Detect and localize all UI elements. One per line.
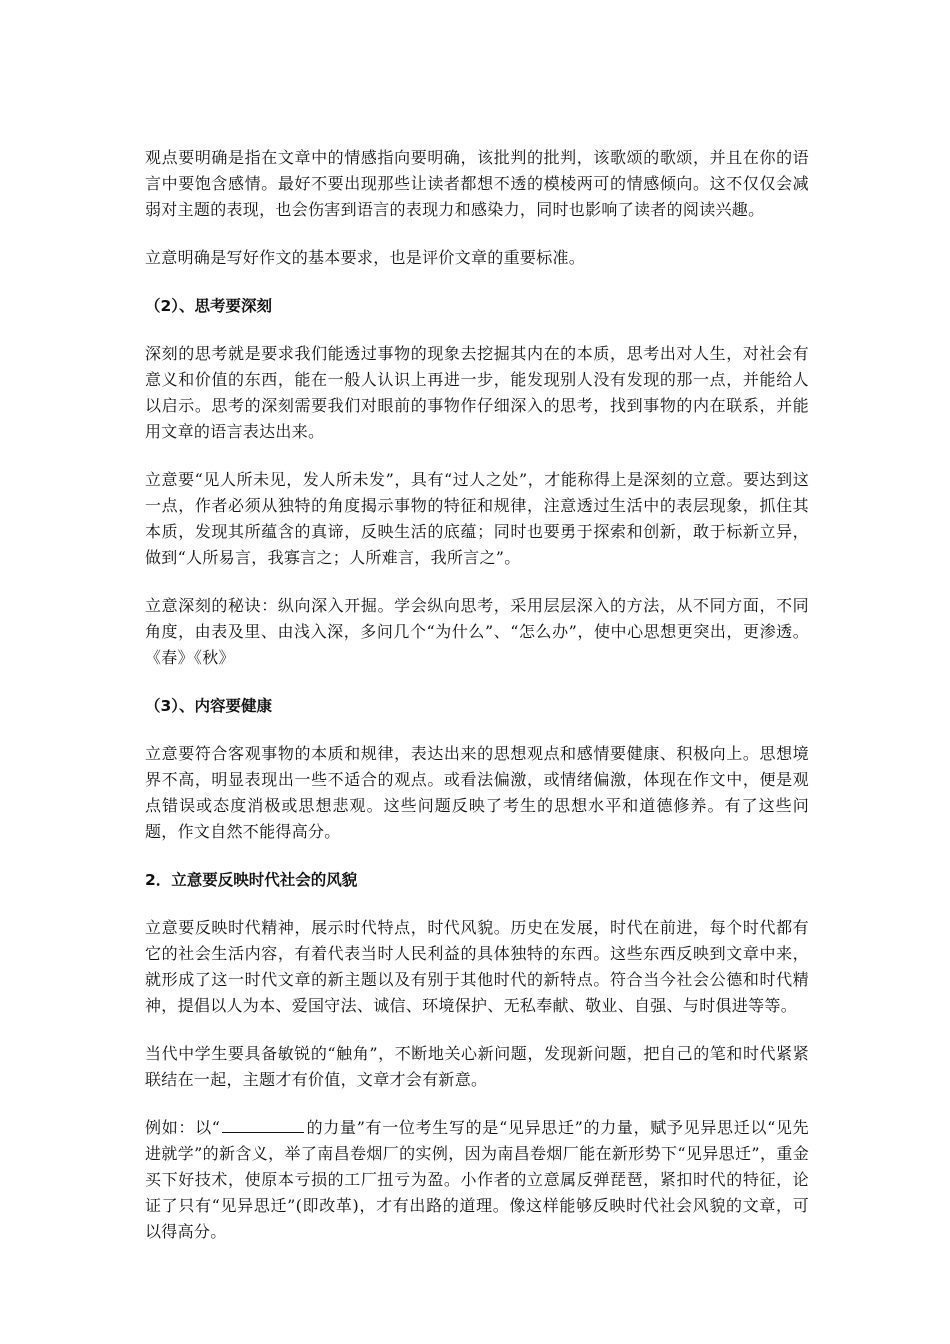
heading-reflect-era: 2．立意要反映时代社会的风貌 xyxy=(145,871,358,889)
paragraph-clear-intent: 立意明确是写好作文的基本要求，也是评价文章的重要标准。 xyxy=(145,248,586,267)
document-page xyxy=(145,145,809,1267)
fill-in-blank xyxy=(222,1116,304,1133)
heading-healthy-content: （3）、内容要健康 xyxy=(145,697,273,715)
paragraph-era-spirit: 立意要反映时代精神，展示时代特点，时代风貌。历史在发展，时代在前进，每个时代都有它的社会生活内容，有着代表当时人民利益的具体独特的东西。这些东西反映到文章中来，就形成了这一时代文章的新主题以及有别于其他时代的新特点。符合当今社会公德和时代精神，提倡以人为本、爱国守法、诚信、环境保护、无私奉献、敬业、自强、与时俱进等等。 xyxy=(145,918,809,1015)
paragraph-deep-intent: 立意要“见人所未见，发人所未发”，具有“过人之处”，才能称得上是深刻的立意。要达到这一点，作者必须从独特的角度揭示事物的特征和规律，注意透过生活中的表层现象，抓住其本质，发现其所蕴含的真谛，反映生活的底蕴；同时也要勇于探索和创新，敢于标新立异，做到“人所易言，我寡言之；人所难言，我所言之”。 xyxy=(145,470,809,567)
heading-deep-thinking: （2）、思考要深刻 xyxy=(145,297,273,315)
paragraph-deep-thinking: 深刻的思考就是要求我们能透过事物的现象去挖掘其内在的本质，思考出对人生，对社会有意义和价值的东西，能在一般人认识上再进一步，能发现别人没有发现的那一点，并能给人以启示。思考的深刻需要我们对眼前的事物作仔细深入的思考，找到事物的内在联系，并能用文章的语言表达出来。 xyxy=(145,344,809,441)
example-text-before: 例如：以“ xyxy=(145,1118,221,1137)
example-text-after: 的力量”有一位考生写的是“见异思迁”的力量，赋予见异思迁以“见先进就学”的新含义，举了南昌卷烟厂的实例，因为南昌卷烟厂能在新形势下“见异思迁”，重金买下好技术，使原本亏损的工厂扭亏为盈。小作者的立意属反弹琵琶，紧扣时代的特征，论证了只有“见异思迁”(即改革)，才有出路的道理。像这样能够反映时代社会风貌的文章，可以得高分。 xyxy=(145,1118,809,1241)
paragraph-students-sensitivity: 当代中学生要具备敏锐的“触角”，不断地关心新问题，发现新问题，把自己的笔和时代紧紧联结在一起，主题才有价值，文章才会有新意。 xyxy=(145,1044,809,1089)
paragraph-clear-viewpoint: 观点要明确是指在文章中的情感指向要明确，该批判的批判，该歌颂的歌颂，并且在你的语言中要饱含感情。最好不要出现那些让读者都想不透的模棱两可的情感倾向。这不仅仅会减弱对主题的表现，也会伤害到语言的表现力和感染力，同时也影响了读者的阅读兴趣。 xyxy=(145,148,809,219)
paragraph-example xyxy=(145,1115,809,1245)
paragraph-deep-secret: 立意深刻的秘诀：纵向深入开掘。学会纵向思考，采用层层深入的方法，从不同方面，不同角度，由表及里、由浅入深，多问几个“为什么”、“怎么办”，使中心思想更突出，更渗透。《春》《秋》 xyxy=(145,596,809,667)
paragraph-healthy-content: 立意要符合客观事物的本质和规律，表达出来的思想观点和感情要健康、积极向上。思想境界不高，明显表现出一些不适合的观点。或看法偏激，或情绪偏激，体现在作文中，便是观点错误或态度消极或思想悲观。这些问题反映了考生的思想水平和道德修养。有了这些问题，作文自然不能得高分。 xyxy=(145,744,809,841)
